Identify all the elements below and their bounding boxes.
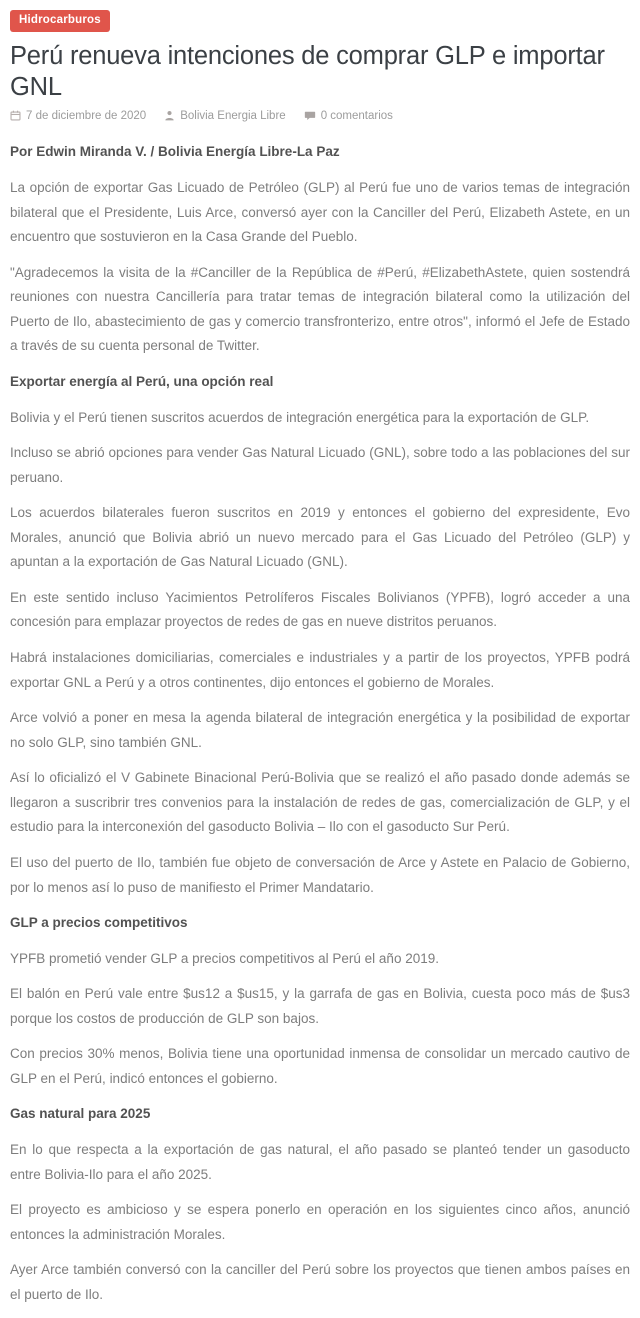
article-paragraph: Incluso se abrió opciones para vender Gas Natural Licuado (GNL), sobre todo a las poblaciones del sur peruano. bbox=[10, 445, 630, 485]
post-comments[interactable] bbox=[304, 110, 393, 122]
article-paragraph: El uso del puerto de Ilo, también fue objeto de conversación de Arce y Astete en Palacio de Gobierno, por lo menos así lo puso de manifiesto el Primer Mandatario. bbox=[10, 854, 630, 895]
article-paragraph: El proyecto es ambicioso y se espera ponerlo en operación en los siguientes cinco años, anunció entonces la administración Morales. bbox=[10, 1202, 630, 1242]
post-comments-label[interactable]: 0 comentarios bbox=[320, 109, 393, 122]
section-heading: GLP a precios competitivos bbox=[10, 915, 188, 931]
category-badge[interactable]: Hidrocarburos bbox=[10, 10, 110, 32]
article-paragraph: YPFB prometió vender GLP a precios competitivos al Perú el año 2019. bbox=[10, 950, 439, 966]
post-title: Perú renueva intenciones de comprar GLP e importar GNL bbox=[10, 41, 605, 101]
section-heading: Gas natural para 2025 bbox=[10, 1106, 151, 1122]
article-paragraph: En lo que respecta a la exportación de gas natural, el año pasado se planteó tender un gasoducto entre Bolivia-Ilo para el año 2025. bbox=[10, 1142, 630, 1182]
section-heading: Exportar energía al Perú, una opción real bbox=[10, 373, 274, 389]
post-author-label[interactable]: Bolivia Energia Libre bbox=[180, 109, 286, 122]
post-author[interactable] bbox=[164, 110, 285, 122]
calendar-icon bbox=[10, 110, 21, 121]
article-paragraph: Así lo oficializó el V Gabinete Binacional Perú-Bolivia que se realizó el año pasado donde además se llegaron a suscribrir tres convenios para la instalación de redes de gas, comercialización de GLP, y el estudio para la interconexión del gasoducto Bolivia – Ilo con el gasoducto Sur Perú. bbox=[10, 770, 630, 835]
article-paragraph: Bolivia y el Perú tienen suscritos acuerdos de integración energética para la exportación de GLP. bbox=[10, 409, 590, 425]
post-date bbox=[10, 110, 146, 122]
article-paragraph: Con precios 30% menos, Bolivia tiene una oportunidad inmensa de consolidar un mercado cautivo de GLP en el Perú, indicó entonces el gobierno. bbox=[10, 1046, 630, 1086]
article-paragraph: El balón en Perú vale entre $us12 a $us15, y la garrafa de gas en Bolivia, cuesta poco más de $us3 porque los costos de producción de GLP son bajos. bbox=[10, 986, 630, 1026]
article-paragraph: En este sentido incluso Yacimientos Petrolíferos Fiscales Bolivianos (YPFB), logró acceder a una concesión para emplazar proyectos de redes de gas en nueve distritos peruanos. bbox=[10, 589, 630, 630]
article-paragraph: La opción de exportar Gas Licuado de Petróleo (GLP) al Perú fue uno de varios temas de integración bilateral que el Presidente, Luis Arce, conversó ayer con la Canciller del Perú, Elizabeth Astete, en un encuentro que sostuvieron en la Casa Grande del Pueblo. bbox=[10, 180, 630, 245]
article-paragraph: Arce volvió a poner en mesa la agenda bilateral de integración energética y la posibilidad de exportar no solo GLP, sino también GNL. bbox=[10, 710, 630, 750]
post-date-label: 7 de diciembre de 2020 bbox=[26, 109, 147, 122]
article-paragraph: Habrá instalaciones domiciliarias, comerciales e industriales y a partir de los proyectos, YPFB podrá exportar GNL a Perú y a otros continentes, dijo entonces el gobierno de Morales. bbox=[10, 650, 630, 690]
article-body bbox=[10, 140, 630, 1308]
article-paragraph: Los acuerdos bilaterales fueron suscritos en 2019 y entonces el gobierno del expresidente, Evo Morales, anunció que Bolivia abrió un nuevo mercado para el Gas Licuado del Petróleo (GLP) y apuntan a la exportación de Gas Natural Licuado (GNL). bbox=[10, 505, 630, 570]
byline: Por Edwin Miranda V. / Bolivia Energía Libre-La Paz bbox=[10, 143, 340, 159]
user-icon bbox=[164, 110, 175, 121]
post-meta bbox=[10, 110, 630, 122]
article-paragraph: Ayer Arce también conversó con la canciller del Perú sobre los proyectos que tienen ambos países en el puerto de Ilo. bbox=[10, 1262, 630, 1302]
comment-icon bbox=[304, 110, 316, 121]
article-paragraph: "Agradecemos la visita de la #Canciller de la República de #Perú, #ElizabethAstete, quien sostendrá reuniones con nuestra Cancillería para tratar temas de integración bilateral como la utilización del Puerto de Ilo, abastecimiento de gas y comercio transfronterizo, entre otros", informó el Jefe de Estado a través de su cuenta personal de Twitter. bbox=[10, 264, 630, 354]
